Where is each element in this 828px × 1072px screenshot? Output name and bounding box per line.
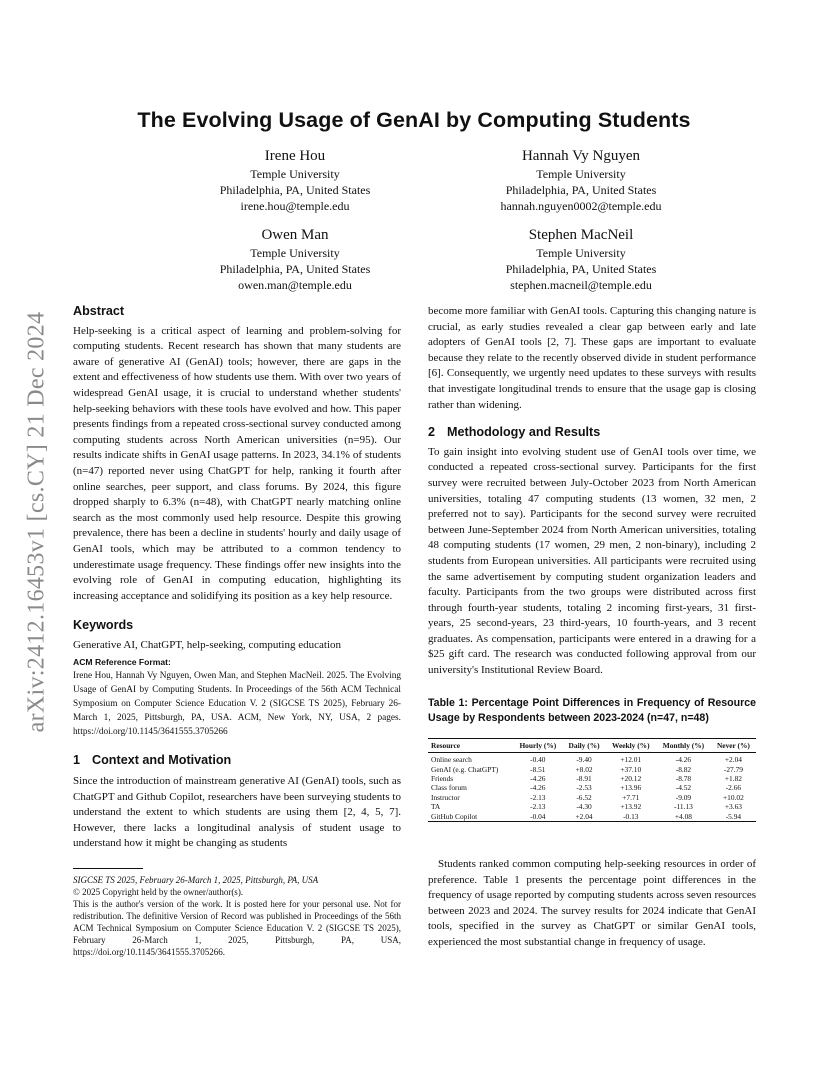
keywords-heading: Keywords [73,618,134,633]
author-location: Philadelphia, PA, United States [219,262,371,276]
table-header-cell: Weekly (%) [606,739,657,753]
value-cell: -4.52 [675,783,692,793]
value-cell: -0.04 [530,811,546,821]
keywords-text: Generative AI, ChatGPT, help-seeking, computing education [73,638,342,651]
table-block [428,696,756,822]
author-name: Irene Hou [264,148,326,164]
table-caption: Table 1: Percentage Point Differences in Frequency of Resource Usage by Respondents between 2023-2024 (n=47, n=48) [428,697,756,725]
author-email: hannah.nguyen0002@temple.edu [500,199,662,213]
resource-name-cell: GitHub Copilot [431,811,478,821]
abstract-text: Help-seeking is a critical aspect of learning and problem-solving for computing students. Recent research has shown that many students are aware of generative AI (GenAI) tools; however, there are gaps in the extent and effectiveness of how students use them. With over two years of widespread GenAI usage, it is crucial to understand whether students' help-seeking behaviors with these tools have evolved and how. This paper presents findings from a repeated cross-sectional survey conducted among computing students across North American universities (n=95). Our results indicate shifts in GenAI usage patterns. In 2023, 34.1% of students (n=47) reported never using ChatGPT for help, ranking it fourth after online searches, peer support, and class forums. By 2024, this figure dropped sharply to 6.3% (n=48), with ChatGPT nearly matching online search as the most commonly used help resource. Despite this growing prevalence, there has been a decline in students' hourly and daily usage of GenAI tools, which may be attributed to a common tendency to underestimate usage frequency. These findings offer new insights into the evolving role of GenAI in computing education, highlighting its increasing acceptance and solidifying its position as a key help resource. [73,324,401,602]
section-1-text: Since the introduction of mainstream generative AI (GenAI) tools, such as ChatGPT and Github Copilot, researchers have been surveying students to understand the extent to which students are using them [2, 4, 5, 7]. However, there lacks a longitudinal analysis of student usage to understand how it might be changing as students [73,775,401,850]
table-header-cell: Never (%) [711,739,756,753]
author-affiliation: Temple University [250,246,340,260]
table-row [428,793,756,802]
section-2-heading [428,425,756,441]
value-cell: -5.94 [725,811,742,821]
value-cell: -8.51 [530,764,546,774]
acm-reference-heading: ACM Reference Format: [73,657,171,668]
author-block [135,146,455,214]
resource-name-cell: Instructor [431,792,460,802]
value-cell: +7.71 [622,792,640,802]
table-row [428,783,756,792]
value-cell: -8.82 [675,764,692,774]
author-location: Philadelphia, PA, United States [505,183,657,197]
footnote-notice: This is the author's version of the work. It is posted here for your personal use. Not for redistribution. The definitive Version of Record was published in Proceedings of the 56th ACM Technical Symposium on Computer Science Education V. 2 (SIGCSE TS 2025), February 26-March 1, 2025, Pittsburgh, PA, USA, https://doi.org/10.1145/3641555.3705266. [73,899,401,957]
section-1-number: 1 [73,753,81,768]
table-row [428,802,756,811]
section-2-title: Methodology and Results [447,425,601,440]
author-email: stephen.macneil@temple.edu [510,278,652,292]
table-bottom-rule [428,821,756,822]
section-2-number: 2 [428,425,436,440]
section-2-continued: Students ranked common computing help-seeking resources in order of preference. Table 1 presents the percentage point differences in the frequency of usage reported by computing students across seven resources between 2023 and 2024. The survey results for 2024 indicate that GenAI tools, specified in the survey as ChatGPT or similar GenAI tools, experienced the most substantial change in frequency of usage. [428,858,756,948]
value-cell: -2.53 [576,783,592,793]
author-affiliation: Temple University [536,246,626,260]
table-row [428,774,756,783]
author-affiliation: Temple University [250,167,340,181]
table-header-cell: Daily (%) [563,739,606,753]
resource-name-cell: Online search [431,755,472,765]
resource-name-cell: GenAI (e.g. ChatGPT) [431,764,499,774]
value-cell: -9.40 [576,755,592,765]
resource-name-cell: Friends [431,774,454,784]
footnote-venue: SIGCSE TS 2025, February 26-March 1, 2025, Pittsburgh, PA, USA [73,875,319,885]
value-cell: +2.04 [724,755,742,765]
section-1-title: Context and Motivation [92,753,232,768]
resource-name-cell: Class forum [431,783,467,793]
arxiv-sidebar-stamp [22,282,52,762]
author-affiliation: Temple University [536,167,626,181]
author-location: Philadelphia, PA, United States [219,183,371,197]
footnote-rule [73,868,143,869]
results-table [428,739,756,821]
value-cell: -9.09 [675,792,692,802]
section-1-heading [73,753,401,769]
table-row [428,765,756,774]
value-cell: -2.13 [530,792,546,802]
footnote [73,868,401,958]
value-cell: -8.91 [576,774,592,784]
author-email: irene.hou@temple.edu [240,199,350,213]
arxiv-identifier: arXiv:2412.16453v1 [cs.CY] 21 Dec 2024 [23,311,50,733]
value-cell: +37.10 [620,764,642,774]
value-cell: -0.40 [530,755,546,765]
value-cell: -4.26 [530,774,546,784]
value-cell: -4.30 [576,802,592,812]
left-column [73,304,401,852]
author-block [421,146,741,214]
value-cell: -6.52 [576,792,592,802]
author-name: Stephen MacNeil [528,227,634,243]
right-column [428,304,756,679]
value-cell: +20.12 [620,774,642,784]
value-cell: +3.63 [724,802,742,812]
abstract-heading: Abstract [73,304,125,318]
resource-name-cell: TA [431,802,441,812]
value-cell: +13.96 [620,783,642,793]
paper-title: The Evolving Usage of GenAI by Computing Students [137,108,691,132]
author-block [135,225,455,293]
table-header-cell: Hourly (%) [513,739,563,753]
value-cell: -4.26 [530,783,546,793]
author-name: Owen Man [261,227,329,243]
value-cell: +8.02 [575,764,593,774]
value-cell: -2.13 [530,802,546,812]
author-block [421,225,741,293]
value-cell: +10.02 [723,792,744,802]
author-email: owen.man@temple.edu [238,278,352,292]
value-cell: -0.13 [623,811,639,821]
value-cell: +2.04 [575,811,593,821]
acm-reference-text: Irene Hou, Hannah Vy Nguyen, Owen Man, and Stephen MacNeil. 2025. The Evolving Usage of GenAI by Computing Students. In Proceedings of the 56th ACM Technical Symposium on Computer Science Education V. 2 (SIGCSE TS 2025), February 26-March 1, 2025, Pittsburgh, PA, USA. ACM, New York, NY, USA, 2 pages. https://doi.org/10.1145/3641555.3705266 [73,671,401,738]
author-location: Philadelphia, PA, United States [505,262,657,276]
value-cell: -27.79 [723,764,743,774]
value-cell: -11.13 [674,802,693,812]
value-cell: +1.82 [724,774,742,784]
value-cell: +13.92 [620,802,642,812]
table-header-cell: Monthly (%) [656,739,711,753]
section-2-continued-block [428,857,756,951]
section-1-continued: become more familiar with GenAI tools. Capturing this changing nature is crucial, as early studies revealed a clear gap between early and late adopters of GenAI tools [2, 7]. These gaps are important to evaluate because they relate to the recently observed divide in student performance [6]. Consequently, we urgently need updates to these surveys with results that investigate longitudinal trends to ensure that the usage gap is closing rather than widening. [428,305,756,411]
section-2-text: To gain insight into evolving student use of GenAI tools over time, we conducted a repeated cross-sectional survey. Participants for the first survey were recruited between July-October 2023 from North American universities, totaling 47 computing students (13 women, 32 men, 2 preferred not to say). Participants for the second survey were recruited between June-September 2024 from North American universities, totaling 48 computing students (17 women, 29 men, 2 non-binary), including 2 students from European universities. All participants were recruited using the same advertisement by computing student organization leaders and faculty. Participants from the two groups were distributed across first through fourth-year students, totaling 2 incoming first-years, 31 first-years, 25 second-years, 23 third-years, 10 fourth-years, and 3 recent graduates. As compensation, participants were entered in a drawing for a $25 gift card. The research was conducted following approval from our university's Institutional Review Board. [428,445,756,677]
value-cell: +4.08 [674,811,692,821]
table-header-cell: Resource [428,739,513,753]
value-cell: +12.01 [620,755,642,765]
value-cell: -2.66 [725,783,742,793]
footnote-copyright: © 2025 Copyright held by the owner/author(s). [73,887,244,897]
table-row [428,812,756,821]
table-header-row [428,739,756,753]
value-cell: -8.78 [675,774,692,784]
author-name: Hannah Vy Nguyen [521,148,641,164]
value-cell: -4.26 [675,755,692,765]
table-row [428,753,756,765]
